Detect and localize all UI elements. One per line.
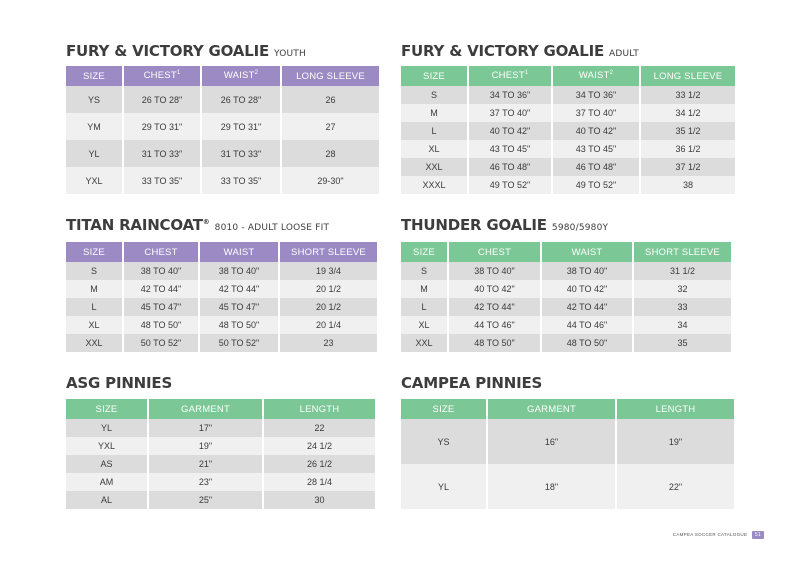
table-cell: 31 TO 33" <box>124 140 200 167</box>
table-cell: YXL <box>66 167 122 194</box>
table-cell: 17" <box>149 419 262 437</box>
table-cell: 42 TO 44" <box>124 280 198 298</box>
asg-title <box>66 374 172 392</box>
table-cell: XXXL <box>401 176 467 194</box>
thunder-header-chest: CHEST <box>449 242 540 262</box>
table-row <box>66 140 379 167</box>
fury-youth-header-chest: CHEST$^1$ <box>124 66 200 86</box>
titan-title <box>66 216 329 234</box>
table-cell: 19" <box>617 419 734 464</box>
footer <box>673 531 764 539</box>
page-number: 51 <box>752 531 764 539</box>
asg-header-length: LENGTH <box>264 399 375 419</box>
table-cell: 32 <box>634 280 731 298</box>
table-cell: M <box>401 104 467 122</box>
table-cell: 33 TO 35" <box>124 167 200 194</box>
table-cell: 50 TO 52" <box>124 334 198 352</box>
table-row <box>66 473 375 491</box>
table-cell: XL <box>401 140 467 158</box>
fury-youth-title-text: FURY & VICTORY GOALIE <box>66 42 269 60</box>
thunder-table <box>399 242 733 352</box>
table-row <box>401 316 731 334</box>
campea-title-text: CAMPEA PINNIES <box>401 374 543 392</box>
thunder-header-short-sleeve: SHORT SLEEVE <box>634 242 731 262</box>
thunder-title-text: THUNDER GOALIE <box>401 216 547 234</box>
thunder-title <box>401 216 608 234</box>
titan-header-size: SIZE <box>66 242 122 262</box>
table-cell: 34 <box>634 316 731 334</box>
table-row <box>66 491 375 509</box>
campea-header-garment: GARMENT <box>488 399 615 419</box>
table-cell: 48 TO 50" <box>124 316 198 334</box>
table-cell: 42 TO 44" <box>449 298 540 316</box>
table-cell: 48 TO 50" <box>542 334 632 352</box>
table-cell: 49 TO 52" <box>469 176 551 194</box>
table-cell: 42 TO 44" <box>542 298 632 316</box>
table-row <box>66 86 379 113</box>
table-cell: L <box>401 122 467 140</box>
table-cell: 48 TO 50" <box>449 334 540 352</box>
table-cell: 21" <box>149 455 262 473</box>
table-row <box>66 262 377 280</box>
table-cell: XXL <box>66 334 122 352</box>
fury-adult-title <box>401 42 639 60</box>
table-cell: 26 TO 28" <box>124 86 200 113</box>
table-row <box>401 464 734 509</box>
table-cell: 46 TO 48" <box>469 158 551 176</box>
table-row <box>401 280 731 298</box>
table-row <box>401 419 734 464</box>
table-cell: 19 3/4 <box>280 262 377 280</box>
table-cell: 19" <box>149 437 262 455</box>
table-cell: YM <box>66 113 122 140</box>
fury-youth-subtitle: YOUTH <box>274 49 306 59</box>
table-cell: 40 TO 42" <box>553 122 639 140</box>
table-cell: 37 1/2 <box>641 158 735 176</box>
fury-youth-header-size: SIZE <box>66 66 122 86</box>
table-cell: 40 TO 42" <box>469 122 551 140</box>
table-cell: 44 TO 46" <box>449 316 540 334</box>
table-cell: 33 1/2 <box>641 86 735 104</box>
table-cell: 43 TO 45" <box>469 140 551 158</box>
table-cell: XXL <box>401 334 447 352</box>
table-row <box>66 437 375 455</box>
campea-table <box>399 399 736 509</box>
table-cell: YXL <box>66 437 147 455</box>
table-cell: 20 1/2 <box>280 298 377 316</box>
table-cell: L <box>66 298 122 316</box>
table-cell: 36 1/2 <box>641 140 735 158</box>
table-cell: 38 <box>641 176 735 194</box>
thunder-header-waist: WAIST <box>542 242 632 262</box>
table-cell: 38 TO 40" <box>449 262 540 280</box>
table-cell: S <box>401 86 467 104</box>
table-cell: 43 TO 45" <box>553 140 639 158</box>
fury-adult-header-chest: CHEST$^1$ <box>469 66 551 86</box>
table-cell: M <box>401 280 447 298</box>
table-cell: 38 TO 40" <box>542 262 632 280</box>
campea-title <box>401 374 542 392</box>
table-cell: 28 1/4 <box>264 473 375 491</box>
table-cell: 26 1/2 <box>264 455 375 473</box>
titan-registered-mark: ® <box>202 218 210 226</box>
campea-header-length: LENGTH <box>617 399 734 419</box>
titan-subtitle: 8010 - ADULT LOOSE FIT <box>214 223 330 233</box>
table-cell: 48 TO 50" <box>200 316 278 334</box>
table-cell: 22 <box>264 419 375 437</box>
asg-header-garment: GARMENT <box>149 399 262 419</box>
asg-table <box>64 399 377 509</box>
table-cell: 33 TO 35" <box>202 167 280 194</box>
table-cell: 34 TO 36" <box>553 86 639 104</box>
table-cell: 50 TO 52" <box>200 334 278 352</box>
fury-adult-header-size: SIZE <box>401 66 467 86</box>
table-cell: 34 TO 36" <box>469 86 551 104</box>
table-cell: M <box>66 280 122 298</box>
table-cell: 33 <box>634 298 731 316</box>
table-cell: 16" <box>488 419 615 464</box>
titan-title-text: TITAN RAINCOAT <box>66 216 203 234</box>
table-cell: 44 TO 46" <box>542 316 632 334</box>
table-cell: 22" <box>617 464 734 509</box>
titan-header-short-sleeve: SHORT SLEEVE <box>280 242 377 262</box>
table-cell: 38 TO 40" <box>124 262 198 280</box>
table-cell: 24 1/2 <box>264 437 375 455</box>
fury-adult-title-text: FURY & VICTORY GOALIE <box>401 42 604 60</box>
table-cell: 27 <box>282 113 379 140</box>
table-cell: 31 TO 33" <box>202 140 280 167</box>
table-cell: 45 TO 47" <box>124 298 198 316</box>
table-cell: S <box>401 262 447 280</box>
table-row <box>66 167 379 194</box>
campea-header-size: SIZE <box>401 399 486 419</box>
table-cell: AL <box>66 491 147 509</box>
titan-header-waist: WAIST <box>200 242 278 262</box>
table-cell: 23" <box>149 473 262 491</box>
thunder-header-size: SIZE <box>401 242 447 262</box>
table-cell: 40 TO 42" <box>542 280 632 298</box>
fury-adult-table <box>399 66 737 194</box>
table-cell: YS <box>66 86 122 113</box>
table-cell: XL <box>66 316 122 334</box>
fury-adult-subtitle: ADULT <box>609 49 639 59</box>
fury-youth-header-long-sleeve: LONG SLEEVE <box>282 66 379 86</box>
table-cell: 26 TO 28" <box>202 86 280 113</box>
table-cell: 34 1/2 <box>641 104 735 122</box>
fury-youth-header-waist: WAIST$^2$ <box>202 66 280 86</box>
table-cell: 29 TO 31" <box>124 113 200 140</box>
table-row <box>66 334 377 352</box>
table-cell: 38 TO 40" <box>200 262 278 280</box>
table-cell: 49 TO 52" <box>553 176 639 194</box>
table-cell: 42 TO 44" <box>200 280 278 298</box>
table-cell: XL <box>401 316 447 334</box>
table-cell: 18" <box>488 464 615 509</box>
table-cell: 35 1/2 <box>641 122 735 140</box>
table-cell: 23 <box>280 334 377 352</box>
table-cell: YS <box>401 419 486 464</box>
table-cell: 37 TO 40" <box>469 104 551 122</box>
table-row <box>66 113 379 140</box>
table-row <box>401 122 735 140</box>
table-cell: 20 1/4 <box>280 316 377 334</box>
footer-catalogue-label: CAMPEA SOCCER CATALOGUE <box>672 532 748 537</box>
table-cell: XXL <box>401 158 467 176</box>
asg-header-size: SIZE <box>66 399 147 419</box>
table-cell: 37 TO 40" <box>553 104 639 122</box>
fury-youth-title <box>66 42 306 60</box>
table-row <box>401 298 731 316</box>
titan-header-chest: CHEST <box>124 242 198 262</box>
fury-youth-table <box>64 66 381 194</box>
table-cell: AS <box>66 455 147 473</box>
table-cell: 30 <box>264 491 375 509</box>
table-cell: YL <box>66 140 122 167</box>
table-cell: 45 TO 47" <box>200 298 278 316</box>
table-cell: 46 TO 48" <box>553 158 639 176</box>
table-cell: YL <box>66 419 147 437</box>
table-cell: 20 1/2 <box>280 280 377 298</box>
table-cell: 29 TO 31" <box>202 113 280 140</box>
table-row <box>401 158 735 176</box>
table-cell: S <box>66 262 122 280</box>
table-row <box>66 316 377 334</box>
table-row <box>401 86 735 104</box>
table-cell: 26 <box>282 86 379 113</box>
table-cell: YL <box>401 464 486 509</box>
table-row <box>401 104 735 122</box>
table-row <box>401 176 735 194</box>
table-row <box>66 298 377 316</box>
table-cell: 35 <box>634 334 731 352</box>
table-cell: 40 TO 42" <box>449 280 540 298</box>
table-row <box>66 455 375 473</box>
table-cell: 31 1/2 <box>634 262 731 280</box>
table-row <box>401 140 735 158</box>
table-row <box>66 419 375 437</box>
titan-table <box>64 242 379 352</box>
thunder-subtitle: 5980/5980Y <box>551 223 609 233</box>
table-cell: 25" <box>149 491 262 509</box>
table-cell: L <box>401 298 447 316</box>
table-row <box>66 280 377 298</box>
asg-title-text: ASG PINNIES <box>66 374 173 392</box>
table-row <box>401 262 731 280</box>
table-cell: AM <box>66 473 147 491</box>
table-cell: 28 <box>282 140 379 167</box>
table-row <box>401 334 731 352</box>
fury-adult-header-waist: WAIST$^2$ <box>553 66 639 86</box>
table-cell: 29-30" <box>282 167 379 194</box>
fury-adult-header-long-sleeve: LONG SLEEVE <box>641 66 735 86</box>
